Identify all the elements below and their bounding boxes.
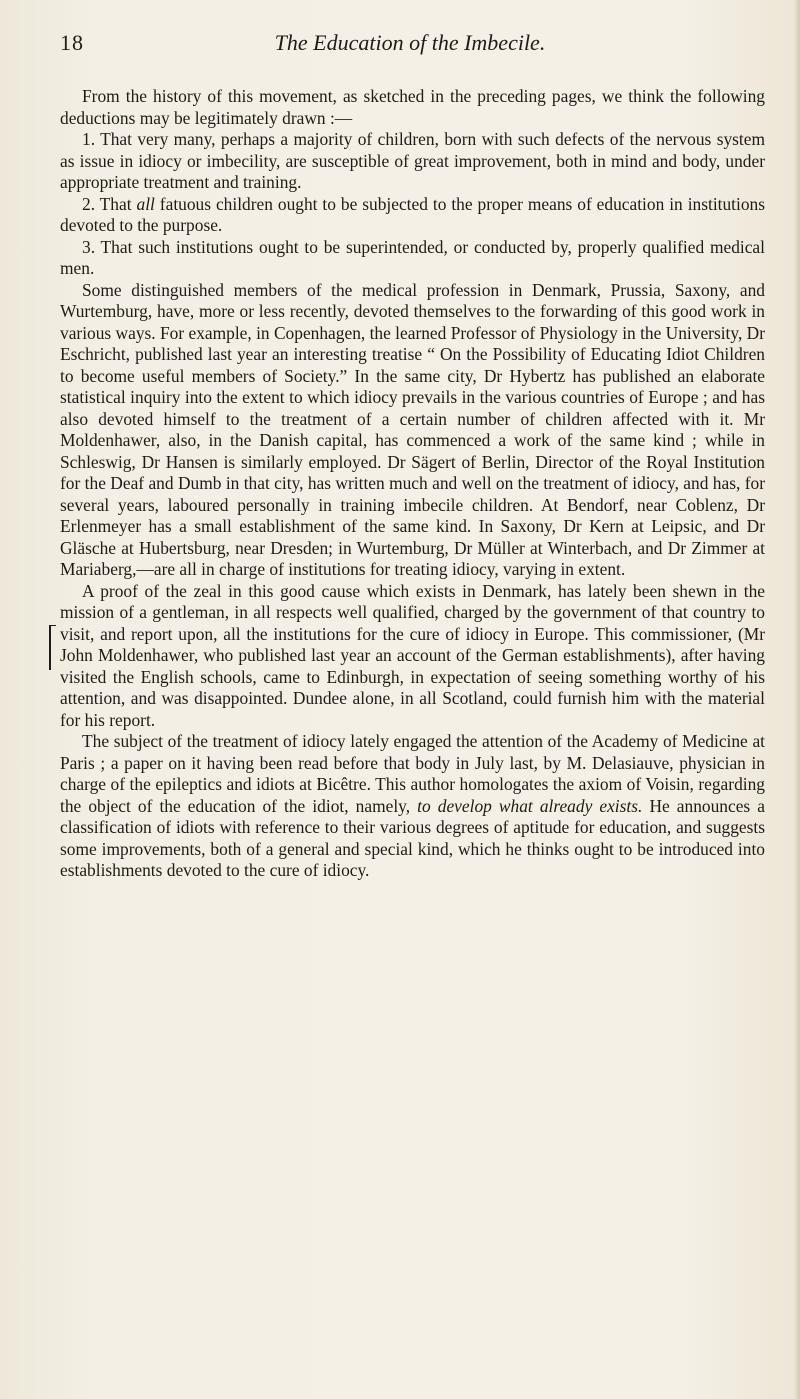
paragraph-physicians: Some distinguished members of the medical profession in Denmark, Prussia, Saxony, and Wurtemburg, have, more or less recently, devoted themselves to the forwarding of this good work in various ways. For example, in Copenhagen, the learned Professor of Physiology in the University, Dr Eschricht, published last year an interesting treatise “ On the Possibility of Educating Idiot Children to become useful members of Society.” In the same city, Dr Hybertz has published an elaborate statistical inquiry into the extent to which idiocy prevails in the various countries of Europe ; and has also devoted himself to the treatment of a certain number of children affected with it. Mr Moldenhawer, also, in the Danish capital, has commenced a work of the same kind ; while in Schleswig, Dr Hansen is similarly employed. Dr Sägert of Berlin, Director of the Royal Institution for the Deaf and Dumb in that city, has written much and well on the treatment of idiocy, and has, for several years, laboured personally in training imbecile children. At Bendorf, near Coblenz, Dr Erlenmeyer has a small establishment of the same kind. In Saxony, Dr Kern at Leipsic, and Dr Gläsche at Hubertsburg, near Dresden; in Wurtemburg, Dr Müller at Winterbach, and Dr Zimmer at Mariaberg,—are all in charge of institutions for treating idiocy, varying in extent. (60, 279, 765, 579)
page-edge-shadow (794, 0, 800, 1399)
page-number: 18 (60, 30, 84, 55)
running-title: The Education of the Imbecile. (274, 30, 546, 55)
paragraph-paris-academy (60, 731, 765, 882)
intro-paragraph: From the history of this movement, as sketched in the preceding pages, we think the following deductions may be legitimately drawn :— (60, 86, 765, 128)
page-header (60, 30, 760, 60)
margin-bracket-mark (49, 625, 56, 670)
deduction-2-post: fatuous children ought to be subjected to the proper means of education in institutions devoted to the purpose. (60, 193, 766, 235)
paris-paragraph-post: He announces a classification of idiots with reference to their various degrees of aptitude for education, and suggests some improvements, both of a general and special kind, which he thinks ought to be introduced into establishments devoted to the cure of idiocy. (60, 795, 765, 880)
deduction-2-pre: 2. That (82, 193, 137, 214)
paragraph-denmark-mission: A proof of the zeal in this good cause which exists in Denmark, has lately been shewn in the mission of a gentleman, in all respects well qualified, charged by the government of that country to visit, and report upon, all the institutions for the cure of idiocy in Europe. This commissioner, (Mr John Moldenhawer, who published last year an account of the German establishments), after having visited the English schools, came to Edinburgh, in expectation of seeing something worthy of his attention, and was disappointed. Dundee alone, in all Scotland, could furnish him with the material for his report. (60, 580, 765, 730)
deduction-2-emphasis: all (136, 193, 155, 214)
deduction-3: 3. That such institutions ought to be superintended, or conducted by, properly qualified medical men. (60, 236, 765, 278)
paris-paragraph-emphasis: to develop what already exists. (417, 795, 643, 816)
deduction-1: 1. That very many, perhaps a majority of children, born with such defects of the nervous system as issue in idiocy or imbecility, are susceptible of great improvement, both in mind and body, under appropriate treatment and training. (60, 129, 765, 192)
body-text (60, 86, 765, 882)
paris-paragraph-pre: The subject of the treatment of idiocy lately engaged the attention of the Academy of Medicine at Paris ; a paper on it having been read before that body in July last, by M. Delasiauve, physician in charge of the epileptics and idiots at Bicêtre. This author homologates the axiom of Voisin, regarding the object of the education of the idiot, namely, (60, 731, 765, 816)
deduction-2 (60, 194, 765, 237)
